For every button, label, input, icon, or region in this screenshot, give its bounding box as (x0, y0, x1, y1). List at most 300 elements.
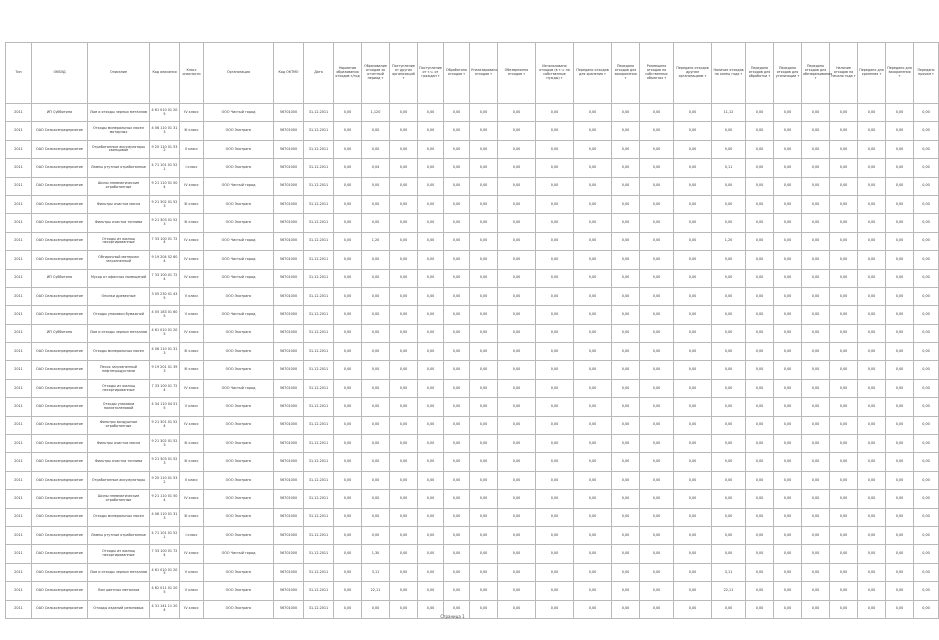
table-cell: 0,00 (858, 343, 886, 361)
table-cell: 0,00 (444, 177, 470, 195)
table-cell: 0,00 (334, 563, 362, 581)
table-cell: 31.12.2011 (304, 140, 334, 158)
table-cell: 0,00 (674, 287, 712, 305)
table-cell: 0,00 (674, 343, 712, 361)
table-cell: 0,00 (470, 490, 498, 508)
table-cell: III класс (180, 122, 204, 140)
table-cell: 0,00 (418, 232, 444, 250)
table-cell: 0,00 (390, 435, 418, 453)
table-cell: 0,00 (914, 140, 939, 158)
table-cell: 0,00 (418, 104, 444, 122)
table-cell: 0,00 (774, 416, 802, 434)
table-cell: 0,00 (858, 471, 886, 489)
table-cell: 0,00 (498, 435, 536, 453)
table-cell: 0,00 (886, 563, 914, 581)
table-cell: 0,00 (914, 232, 939, 250)
table-cell: 0,00 (746, 526, 774, 544)
table-cell: 0,00 (640, 600, 674, 618)
table-cell: 0,00 (536, 398, 574, 416)
table-cell: 0,00 (640, 453, 674, 471)
table-cell: 0,00 (674, 306, 712, 324)
table-cell: 4 06 110 01 31 3 (150, 508, 180, 526)
table-cell: 0,00 (640, 214, 674, 232)
table-cell: 0,00 (498, 177, 536, 195)
table-cell: 31.12.2011 (304, 251, 334, 269)
table-cell: 0,00 (612, 306, 640, 324)
table-cell: 0,00 (444, 600, 470, 618)
table-cell: ОАО Сельхозпредприятие (32, 343, 88, 361)
table-cell: 0,00 (674, 545, 712, 563)
table-cell: 0,00 (774, 600, 802, 618)
table-cell: 0,00 (746, 545, 774, 563)
table-cell: 0,00 (674, 324, 712, 342)
table-cell: 0,00 (746, 398, 774, 416)
table-cell: ИП Субботина (32, 269, 88, 287)
table-cell: 0,00 (830, 508, 858, 526)
table-cell: 0,00 (746, 287, 774, 305)
table-cell: 0,00 (640, 324, 674, 342)
table-cell: 0,00 (612, 490, 640, 508)
table-cell: IV класс (180, 600, 204, 618)
table-cell: 0,00 (674, 600, 712, 618)
table-cell: 0,00 (914, 490, 939, 508)
table-cell: 0,00 (334, 214, 362, 232)
table-cell: Отходы минеральных масел (88, 343, 150, 361)
table-cell: 0,00 (914, 269, 939, 287)
table-row (6, 177, 939, 195)
table-cell: 0,00 (390, 361, 418, 379)
table-cell: 2011 (6, 416, 32, 434)
table-cell: 0,00 (574, 416, 612, 434)
table-cell: 0,00 (498, 324, 536, 342)
table-cell: 31.12.2011 (304, 269, 334, 287)
table-cell: 0,00 (418, 582, 444, 600)
table-cell: 0,00 (640, 582, 674, 600)
table-cell: 0,00 (536, 600, 574, 618)
table-cell: 7 33 100 01 72 4 (150, 545, 180, 563)
table-cell: 0,00 (886, 582, 914, 600)
table-cell: 0,00 (334, 195, 362, 213)
table-cell: 0,00 (498, 471, 536, 489)
table-cell: 0,00 (746, 232, 774, 250)
table-cell: 0,00 (362, 251, 390, 269)
table-cell: 0,00 (444, 435, 470, 453)
table-cell: 0,00 (712, 361, 746, 379)
table-cell: 0,00 (774, 232, 802, 250)
table-cell: 0,00 (712, 526, 746, 544)
table-cell: ООО Экотранс (204, 416, 274, 434)
table-cell: 0,00 (746, 324, 774, 342)
table-cell: 0,00 (640, 490, 674, 508)
table-cell: 0,00 (574, 343, 612, 361)
table-row (6, 122, 939, 140)
table-row (6, 508, 939, 526)
table-cell: 0,00 (914, 159, 939, 177)
table-cell: 0,00 (362, 416, 390, 434)
table-cell: 0,00 (640, 195, 674, 213)
table-cell: 4 71 101 01 52 1 (150, 526, 180, 544)
table-row (6, 251, 939, 269)
table-cell: 56701000 (274, 251, 304, 269)
table-cell: 0,00 (362, 140, 390, 158)
table-cell: 0,00 (418, 159, 444, 177)
table-cell: 0,00 (444, 232, 470, 250)
table-cell: 0,00 (498, 416, 536, 434)
table-row (6, 195, 939, 213)
table-cell: ООО Чистый город (204, 379, 274, 397)
table-cell: 0,00 (470, 251, 498, 269)
table-cell: 0,00 (418, 416, 444, 434)
table-cell: 0,00 (536, 104, 574, 122)
table-cell: 0,00 (334, 324, 362, 342)
table-cell: 0,00 (470, 416, 498, 434)
table-cell: 0,00 (536, 324, 574, 342)
table-cell: 0,00 (362, 508, 390, 526)
table-cell: 0,00 (830, 140, 858, 158)
table-cell: 0,00 (674, 177, 712, 195)
table-cell: 0,00 (612, 232, 640, 250)
table-cell: 0,00 (858, 416, 886, 434)
table-cell: ОАО Сельхозпредприятие (32, 251, 88, 269)
table-cell: 0,00 (830, 214, 858, 232)
table-cell: 0,00 (498, 508, 536, 526)
table-cell: 0,00 (640, 398, 674, 416)
table-cell: 0,00 (858, 379, 886, 397)
table-cell: 0,00 (886, 453, 914, 471)
table-cell: 0,00 (858, 508, 886, 526)
column-header: Передано отходов для захоронения т (612, 43, 640, 104)
table-cell: IV класс (180, 177, 204, 195)
table-cell: 0,00 (674, 582, 712, 600)
table-cell: V класс (180, 563, 204, 581)
table-cell: 0,00 (674, 490, 712, 508)
table-cell: Отходы упаковки полиэтиленовой (88, 398, 150, 416)
table-cell: 56701000 (274, 324, 304, 342)
table-cell: 4 61 010 01 20 5 (150, 104, 180, 122)
table-cell: ООО Экотранс (204, 453, 274, 471)
table-cell: 0,00 (830, 545, 858, 563)
table-cell: Лампы ртутные отработанные (88, 159, 150, 177)
table-cell: 0,00 (886, 508, 914, 526)
table-cell: 0,00 (746, 140, 774, 158)
table-cell: 0,00 (418, 177, 444, 195)
table-cell: III класс (180, 343, 204, 361)
table-cell: ООО Экотранс (204, 563, 274, 581)
table-cell: ООО Чистый город (204, 306, 274, 324)
column-header: Описание (88, 43, 150, 104)
table-cell: 31.12.2011 (304, 453, 334, 471)
table-cell: IV класс (180, 104, 204, 122)
table-cell: 0,00 (390, 379, 418, 397)
table-cell: 56701000 (274, 600, 304, 618)
table-cell: 56701000 (274, 416, 304, 434)
table-cell: 0,00 (470, 104, 498, 122)
table-cell: ОАО Сельхозпредприятие (32, 361, 88, 379)
table-cell: 0,00 (830, 416, 858, 434)
table-cell: 2011 (6, 582, 32, 600)
table-cell: 0,00 (574, 600, 612, 618)
table-cell: 0,00 (444, 104, 470, 122)
table-cell: 0,00 (830, 600, 858, 618)
table-cell: Шины пневматические отработанные (88, 490, 150, 508)
table-cell: 0,00 (774, 526, 802, 544)
table-cell: 0,00 (774, 582, 802, 600)
table-cell: 0,00 (674, 361, 712, 379)
table-cell: 0,00 (830, 398, 858, 416)
table-cell: 0,00 (334, 269, 362, 287)
table-cell: 0,00 (498, 398, 536, 416)
table-cell: ООО Экотранс (204, 159, 274, 177)
table-cell: 0,00 (674, 416, 712, 434)
table-cell: 0,00 (536, 416, 574, 434)
table-cell: 56701000 (274, 269, 304, 287)
table-cell: 0,00 (612, 269, 640, 287)
table-cell: III класс (180, 361, 204, 379)
table-cell: 0,00 (674, 140, 712, 158)
table-cell: 0,00 (830, 104, 858, 122)
table-cell: 0,00 (674, 435, 712, 453)
table-cell: ОАО Сельхозпредприятие (32, 582, 88, 600)
table-cell: 0,00 (802, 214, 830, 232)
table-cell: 0,00 (612, 361, 640, 379)
column-header: Передано отходов для обработки т (746, 43, 774, 104)
table-cell: 0,00 (830, 232, 858, 250)
table-cell: 0,00 (498, 563, 536, 581)
table-cell: 0,00 (746, 490, 774, 508)
table-cell: ОАО Сельхозпредприятие (32, 508, 88, 526)
table-cell: ОАО Сельхозпредприятие (32, 306, 88, 324)
table-cell: 0,00 (470, 563, 498, 581)
table-cell: 0,00 (444, 379, 470, 397)
column-header: Передано прочим т (914, 43, 939, 104)
table-cell: 1,20 (362, 232, 390, 250)
table-cell: 0,00 (914, 563, 939, 581)
table-cell: 0,00 (640, 306, 674, 324)
table-cell: 0,00 (334, 159, 362, 177)
table-cell: 0,00 (498, 159, 536, 177)
table-cell: 0,00 (334, 490, 362, 508)
table-cell: 0,00 (674, 453, 712, 471)
table-cell: 0,00 (470, 526, 498, 544)
table-cell: ОАО Сельхозпредприятие (32, 453, 88, 471)
table-cell: 56701000 (274, 177, 304, 195)
table-cell: ОАО Сельхозпредприятие (32, 600, 88, 618)
table-cell: 0,00 (746, 600, 774, 618)
table-cell: 2011 (6, 251, 32, 269)
table-cell: 0,00 (418, 287, 444, 305)
table-cell: 0,00 (886, 361, 914, 379)
table-cell: 0,00 (362, 361, 390, 379)
table-cell: III класс (180, 435, 204, 453)
table-cell: 0,00 (802, 269, 830, 287)
table-cell: 0,00 (674, 398, 712, 416)
table-cell: 0,00 (674, 104, 712, 122)
table-cell: ООО Экотранс (204, 526, 274, 544)
table-cell: 0,00 (746, 177, 774, 195)
table-cell: Фильтры очистки масла (88, 195, 150, 213)
column-header: Обезврежено отходов т (498, 43, 536, 104)
table-cell: 0,00 (830, 306, 858, 324)
table-cell: 0,00 (574, 195, 612, 213)
table-row (6, 214, 939, 232)
table-cell: 0,00 (712, 508, 746, 526)
table-cell: 2011 (6, 563, 32, 581)
table-cell: 0,00 (640, 287, 674, 305)
table-cell: 0,00 (390, 269, 418, 287)
table-cell: Мусор от офисных помещений (88, 269, 150, 287)
table-cell: 0,00 (674, 526, 712, 544)
table-cell: 0,11 (712, 159, 746, 177)
table-cell: 0,00 (712, 269, 746, 287)
table-cell: ИП Субботина (32, 104, 88, 122)
table-cell: 0,00 (418, 490, 444, 508)
column-header: Образование отходов за отчетный период т (362, 43, 390, 104)
table-cell: ОАО Сельхозпредприятие (32, 177, 88, 195)
table-cell: 0,00 (640, 361, 674, 379)
table-cell: 9 21 110 01 50 4 (150, 177, 180, 195)
table-cell: 0,00 (830, 287, 858, 305)
table-cell: Отработанные аккумуляторы (88, 471, 150, 489)
table-cell: 0,00 (802, 195, 830, 213)
table-cell: 0,00 (612, 545, 640, 563)
table-cell: 0,00 (574, 490, 612, 508)
table-cell: 0,00 (612, 416, 640, 434)
table-cell: 0,00 (746, 582, 774, 600)
table-cell: 0,00 (390, 453, 418, 471)
table-cell: 0,00 (470, 600, 498, 618)
table-cell: 0,00 (470, 269, 498, 287)
table-cell: 0,00 (444, 416, 470, 434)
column-header: Размещено отходов на собственных объектах т (640, 43, 674, 104)
table-cell: 0,00 (802, 582, 830, 600)
table-cell: ООО Экотранс (204, 600, 274, 618)
table-cell: 0,00 (830, 582, 858, 600)
table-cell: 0,00 (362, 453, 390, 471)
table-cell: 0,00 (334, 343, 362, 361)
table-cell: 0,00 (802, 416, 830, 434)
table-cell: 0,00 (746, 361, 774, 379)
table-cell: 56701000 (274, 435, 304, 453)
table-cell: 22,11 (712, 582, 746, 600)
table-cell: I класс (180, 159, 204, 177)
table-cell: II класс (180, 140, 204, 158)
table-cell: 0,00 (418, 508, 444, 526)
table-row (6, 490, 939, 508)
table-cell: 0,00 (830, 251, 858, 269)
table-cell: ОАО Сельхозпредприятие (32, 416, 88, 434)
table-cell: 0,00 (640, 563, 674, 581)
table-cell: 31.12.2011 (304, 416, 334, 434)
table-cell: 0,00 (612, 324, 640, 342)
table-cell: 0,00 (830, 526, 858, 544)
table-cell: 2011 (6, 379, 32, 397)
table-cell: 0,00 (858, 122, 886, 140)
table-cell: 0,00 (712, 435, 746, 453)
table-cell: 0,00 (390, 251, 418, 269)
table-cell: 0,00 (802, 104, 830, 122)
table-cell: 0,00 (612, 563, 640, 581)
table-cell: 0,00 (746, 306, 774, 324)
table-cell: 31.12.2011 (304, 195, 334, 213)
table-cell: 0,00 (612, 251, 640, 269)
table-cell: 0,00 (830, 471, 858, 489)
table-cell: 0,00 (802, 526, 830, 544)
table-cell: 31.12.2011 (304, 526, 334, 544)
table-cell: 0,00 (774, 343, 802, 361)
table-cell: 0,00 (802, 453, 830, 471)
table-cell: ООО Экотранс (204, 490, 274, 508)
table-cell: 0,00 (858, 159, 886, 177)
table-cell: 0,00 (444, 563, 470, 581)
table-cell: 0,00 (362, 195, 390, 213)
table-cell: 0,00 (444, 159, 470, 177)
table-cell: 0,00 (830, 563, 858, 581)
table-cell: 0,00 (498, 526, 536, 544)
table-cell: V класс (180, 306, 204, 324)
table-row (6, 416, 939, 434)
table-cell: 0,00 (774, 122, 802, 140)
page-number: Страница 1 (440, 614, 465, 619)
table-cell: 0,00 (574, 159, 612, 177)
table-cell: Опилки древесные (88, 287, 150, 305)
table-cell: 2011 (6, 398, 32, 416)
table-header (6, 43, 939, 104)
table-cell: 0,00 (802, 140, 830, 158)
table-cell: 0,00 (418, 563, 444, 581)
table-cell: 0,00 (830, 453, 858, 471)
table-cell: 0,00 (712, 140, 746, 158)
table-cell: 0,00 (612, 177, 640, 195)
table-cell: Лом и отходы черных металлов (88, 104, 150, 122)
table-cell: 0,00 (444, 490, 470, 508)
table-cell: 0,00 (858, 398, 886, 416)
table-cell: 0,00 (774, 287, 802, 305)
table-cell: 0,00 (334, 508, 362, 526)
table-cell: 0,00 (418, 526, 444, 544)
table-cell: 0,00 (886, 471, 914, 489)
table-cell: 0,00 (712, 177, 746, 195)
table-cell: 0,00 (886, 379, 914, 397)
table-cell: 0,00 (640, 104, 674, 122)
table-cell: 0,00 (574, 508, 612, 526)
table-row (6, 306, 939, 324)
table-cell: 0,00 (774, 214, 802, 232)
table-cell: III класс (180, 453, 204, 471)
table-cell: Отходы из жилищ несортированные (88, 232, 150, 250)
table-cell: 31.12.2011 (304, 104, 334, 122)
table-cell: 0,00 (802, 600, 830, 618)
table-cell: 0,00 (858, 361, 886, 379)
table-cell: 9 20 110 01 53 2 (150, 471, 180, 489)
table-cell: 0,00 (470, 232, 498, 250)
table-cell: 0,00 (470, 435, 498, 453)
table-cell: 0,00 (612, 379, 640, 397)
table-cell: Песок загрязненный нефтепродуктами (88, 361, 150, 379)
table-cell: ОАО Сельхозпредприятие (32, 563, 88, 581)
table-cell: 0,00 (390, 563, 418, 581)
table-cell: 0,00 (802, 545, 830, 563)
table-cell: 0,00 (498, 251, 536, 269)
table-cell: 0,00 (914, 471, 939, 489)
table-cell: 0,00 (886, 195, 914, 213)
table-cell: 0,00 (830, 361, 858, 379)
table-cell: 31.12.2011 (304, 379, 334, 397)
table-cell: 2011 (6, 600, 32, 618)
table-cell: 0,00 (418, 453, 444, 471)
table-cell: 0,00 (674, 379, 712, 397)
table-cell: 11,12 (712, 104, 746, 122)
table-cell: ОАО Сельхозпредприятие (32, 490, 88, 508)
